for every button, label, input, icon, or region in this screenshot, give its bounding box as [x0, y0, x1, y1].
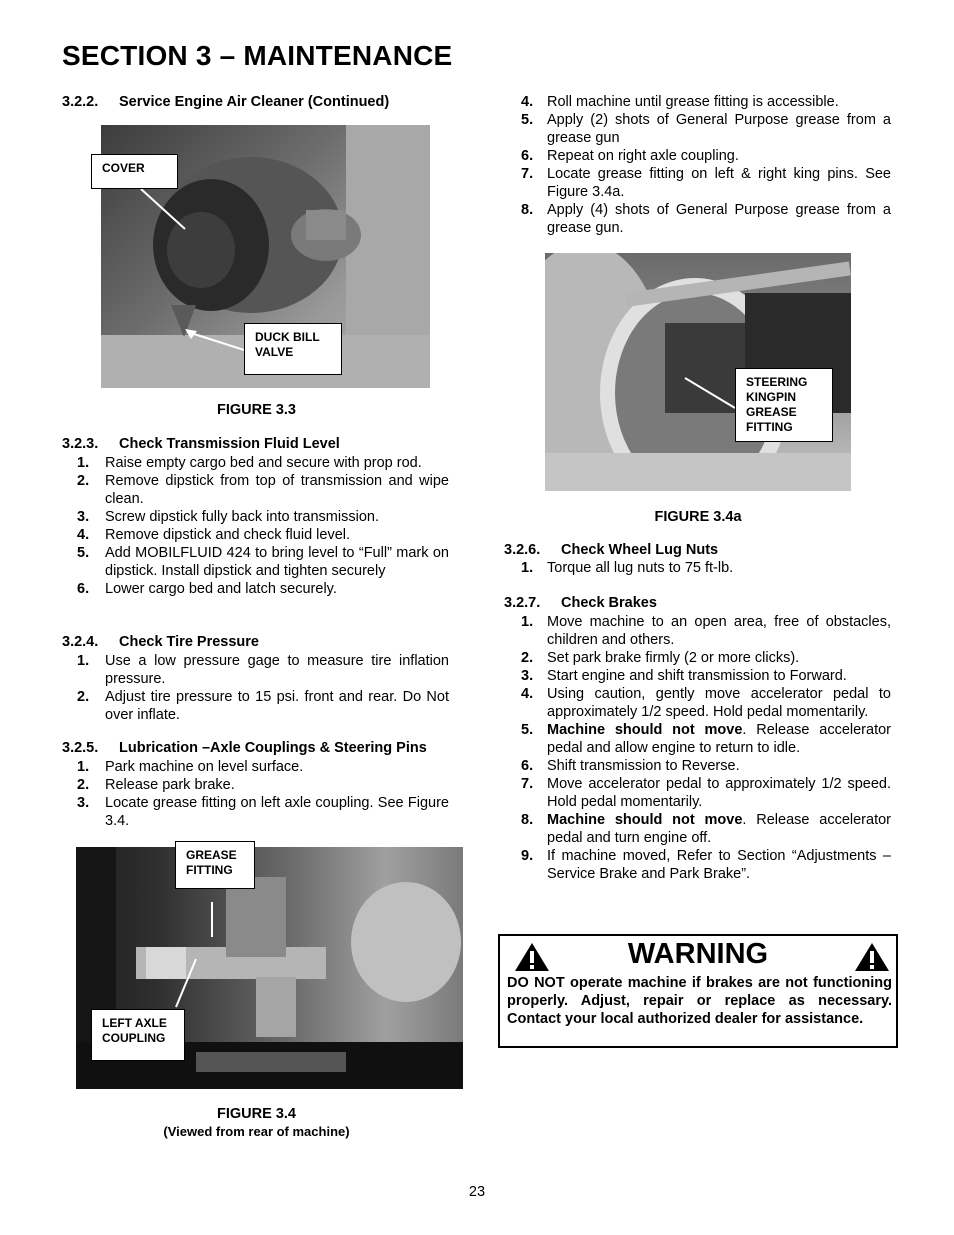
item-number: 1. [77, 455, 90, 471]
list-item [503, 559, 891, 577]
subsection-number: 3.2.2. [62, 94, 99, 110]
subsection-3-2-2-heading [62, 94, 389, 110]
item-text: Shift transmission to Reverse. [547, 758, 740, 774]
list-item [503, 721, 891, 757]
item-number: 4. [521, 686, 534, 702]
subsection-number: 3.2.7. [504, 595, 541, 611]
item-number: 8. [521, 202, 534, 218]
item-number: 4. [521, 94, 534, 110]
figure-3-4-subcaption: (Viewed from rear of machine) [163, 1124, 350, 1139]
figure-3-3-caption: FIGURE 3.3 [217, 402, 296, 418]
tire-pressure-steps-list [62, 652, 449, 724]
list-item [62, 652, 449, 688]
item-number: 7. [521, 166, 534, 182]
list-item [503, 93, 891, 111]
list-item [62, 758, 449, 776]
item-number: 6. [77, 581, 90, 597]
subsection-3-2-5-heading [62, 740, 427, 756]
callout-steering-kingpin-grease-fitting [735, 368, 833, 442]
item-number: 5. [521, 112, 534, 128]
subsection-number: 3.2.4. [62, 634, 99, 650]
list-item [62, 454, 449, 472]
callout-kingpin-line-1: STEERING [746, 375, 808, 389]
subsection-number: 3.2.5. [62, 740, 99, 756]
figure-3-4a-caption: FIGURE 3.4a [654, 509, 742, 525]
warning-text: DO NOT operate machine if brakes are not functioning properly. Adjust, repair or replace as necessary. Contact your local authorized dealer for assistance. [507, 975, 892, 1027]
item-number: 2. [77, 473, 90, 489]
item-bold-text: Machine should not move [547, 812, 743, 828]
item-number: 9. [521, 848, 534, 864]
subsection-title: Service Engine Air Cleaner (Continued) [119, 94, 390, 110]
brakes-steps-list [503, 613, 891, 883]
list-item [503, 201, 891, 237]
item-number: 6. [521, 758, 534, 774]
item-text: Add MOBILFLUID 424 to bring level to “Full” mark on dipstick. Install dipstick and tighten securely [105, 545, 449, 579]
warning-heading: WARNING [627, 938, 769, 970]
list-item [62, 794, 449, 830]
section-title: SECTION 3 – MAINTENANCE [62, 40, 453, 71]
item-text: Remove dipstick from top of transmission and wipe clean. [105, 473, 449, 507]
item-text: Apply (2) shots of General Purpose grease from a grease gun [547, 112, 891, 146]
figure-3-4-caption: FIGURE 3.4 [217, 1106, 296, 1122]
item-number: 5. [77, 545, 90, 561]
warning-triangle-icon [854, 942, 890, 972]
item-text: Park machine on level surface. [105, 759, 304, 775]
subsection-title: Check Tire Pressure [119, 634, 259, 650]
callout-duck-bill-line-2: VALVE [255, 345, 294, 359]
subsection-title: Check Brakes [561, 595, 657, 611]
item-number: 3. [521, 668, 534, 684]
item-number: 3. [77, 795, 90, 811]
warning-box [498, 934, 898, 1048]
lubrication-steps-list-continued [503, 93, 891, 237]
item-text: Move accelerator pedal to approximately 1/2 speed. Hold pedal momentarily. [547, 776, 891, 810]
callout-grease-line-1: GREASE [186, 848, 237, 862]
item-text: Release park brake. [105, 777, 235, 793]
callout-duck-bill-line-1: DUCK BILL [255, 330, 320, 344]
list-item [62, 776, 449, 794]
item-text: Set park brake firmly (2 or more clicks). [547, 650, 800, 666]
item-text: Remove dipstick and check fluid level. [105, 527, 351, 543]
list-item [503, 649, 891, 667]
item-text: Screw dipstick fully back into transmission. [105, 509, 379, 525]
item-number: 1. [77, 653, 90, 669]
lubrication-steps-list [62, 758, 449, 830]
item-text: If machine moved, Refer to Section “Adjustments – Service Brake and Park Brake”. [547, 848, 891, 882]
item-number: 6. [521, 148, 534, 164]
callout-axle-line-2: COUPLING [102, 1031, 166, 1045]
list-item [503, 775, 891, 811]
item-text: Locate grease fitting on left & right king pins. See Figure 3.4a. [547, 166, 891, 200]
callout-kingpin-line-4: FITTING [746, 420, 793, 434]
callout-left-axle-coupling [91, 1009, 185, 1061]
subsection-title: Lubrication –Axle Couplings & Steering Pins [119, 740, 427, 756]
list-item [62, 526, 449, 544]
list-item [503, 811, 891, 847]
callout-cover [91, 154, 178, 189]
list-item [62, 688, 449, 724]
item-text: Apply (4) shots of General Purpose grease from a grease gun. [547, 202, 891, 236]
list-item [503, 165, 891, 201]
callout-kingpin-line-2: KINGPIN [746, 390, 797, 404]
subsection-3-2-3-heading [62, 436, 340, 452]
list-item [503, 847, 891, 883]
subsection-number: 3.2.6. [504, 542, 541, 558]
item-number: 2. [521, 650, 534, 666]
item-text: Move machine to an open area, free of obstacles, children and others. [547, 614, 891, 648]
item-number: 3. [77, 509, 90, 525]
item-number: 2. [77, 689, 90, 705]
item-number: 7. [521, 776, 534, 792]
list-item [503, 757, 891, 775]
subsection-number: 3.2.3. [62, 436, 99, 452]
page-number: 23 [468, 1184, 486, 1200]
item-text: Use a low pressure gage to measure tire inflation pressure. [105, 653, 449, 687]
item-text: Adjust tire pressure to 15 psi. front and rear. Do Not over inflate. [105, 689, 449, 723]
subsection-3-2-6-heading [504, 542, 718, 558]
item-text: Repeat on right axle coupling. [547, 148, 739, 164]
item-number: 4. [77, 527, 90, 543]
item-number: 1. [521, 614, 534, 630]
item-number: 2. [77, 777, 90, 793]
transmission-steps-list [62, 454, 449, 598]
list-item [62, 472, 449, 508]
callout-cover-label: COVER [102, 161, 145, 175]
item-number: 5. [521, 722, 534, 738]
list-item [503, 685, 891, 721]
list-item [503, 147, 891, 165]
subsection-title: Check Transmission Fluid Level [119, 436, 340, 452]
lug-nuts-steps-list [503, 559, 891, 577]
item-number: 8. [521, 812, 534, 828]
item-number: 1. [521, 560, 534, 576]
list-item [62, 544, 449, 580]
item-text: Using caution, gently move accelerator pedal to approximately 1/2 speed. Hold pedal momentarily. [547, 686, 891, 720]
callout-duck-bill-valve [244, 323, 342, 375]
callout-kingpin-line-3: GREASE [746, 405, 797, 419]
list-item [503, 613, 891, 649]
callout-grease-fitting [175, 841, 255, 889]
item-number: 1. [77, 759, 90, 775]
item-text: Locate grease fitting on left axle coupling. See Figure 3.4. [105, 795, 449, 829]
list-item [503, 667, 891, 685]
item-text: Start engine and shift transmission to Forward. [547, 668, 847, 684]
item-text: Roll machine until grease fitting is accessible. [547, 94, 839, 110]
subsection-title: Check Wheel Lug Nuts [561, 542, 719, 558]
item-text: . Release accelerator pedal and turn engine off. [547, 812, 891, 846]
subsection-3-2-7-heading [504, 595, 657, 611]
item-text: Torque all lug nuts to 75 ft-lb. [547, 560, 734, 576]
item-bold-text: Machine should not move [547, 722, 743, 738]
list-item [503, 111, 891, 147]
list-item [62, 508, 449, 526]
list-item [62, 580, 449, 598]
item-text: Raise empty cargo bed and secure with prop rod. [105, 455, 422, 471]
callout-axle-line-1: LEFT AXLE [102, 1016, 167, 1030]
item-text: . Release accelerator pedal and allow engine to return to idle. [547, 722, 891, 756]
callout-grease-line-2: FITTING [186, 863, 233, 877]
subsection-3-2-4-heading [62, 634, 259, 650]
item-text: Lower cargo bed and latch securely. [105, 581, 337, 597]
